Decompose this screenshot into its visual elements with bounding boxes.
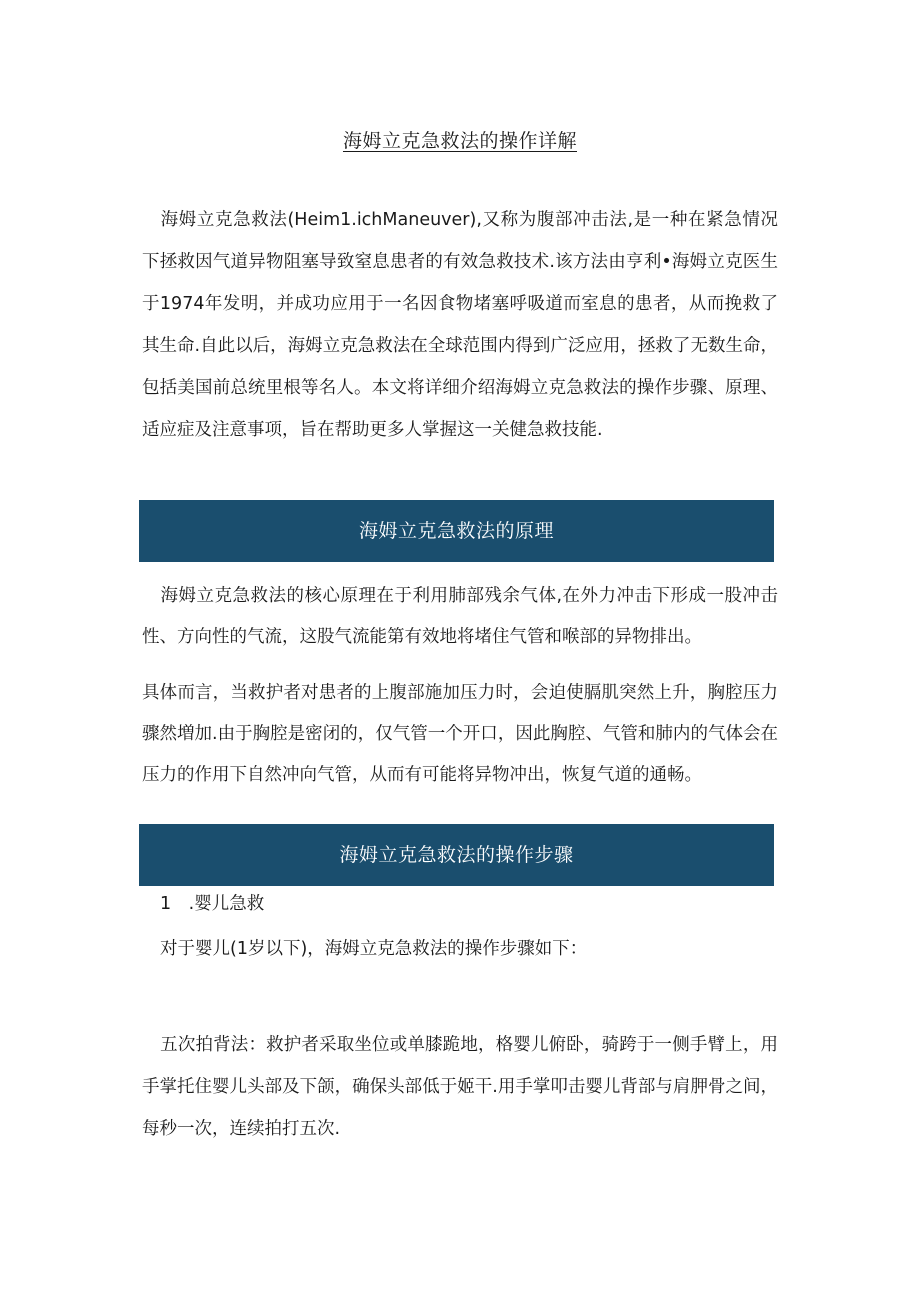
back-blows-paragraph	[142, 1024, 778, 1150]
intro-text: 海姆立克急救法(Heim1.ichManeuver),又称为腹部冲击法,是一种在紧急情况下拯救因气道异物阻塞导致窒息患者的有效急救技术.该方法由亨利•海姆立克医生于1974年发明，并成功应用于一名因食物堵塞呼吸道而室息的患者，从而挽救了其生命.自此以后，海姆立克急救法在全球范围内得到广泛应用，拯救了无数生命，包括美国前总统里根等名人。本文将详细介绍海姆立克急救法的操作步骤、原理、适应症及注意事项，旨在帮助更多人掌握这一关健急救技能.	[142, 210, 778, 440]
steps-item-label: 1 .婴儿急救	[160, 894, 265, 914]
principle-text-2: 具体而言，当救护者对患者的上腹部施加压力时，会迫使膈肌突然上升，胸腔压力骤然増加.由于胸腔是密闭的，仅气管一个开口，因此胸腔、气管和肺内的气体会在压力的作用下自然冲向气管，从而有可能将异物冲出，恢复气道的通畅。	[142, 683, 778, 785]
principle-text-1: 海姆立克急救法的核心原理在于利用肺部残余气体,在外力冲击下形成一股冲击性、方向性的气流，这股气流能第有效地将堵住气管和喉部的异物排出。	[142, 586, 778, 647]
principle-paragraph-2	[142, 673, 778, 796]
steps-item-infant	[142, 885, 778, 923]
back-blows-text: 五次拍背法：救护者采取坐位或单膝跪地，格婴儿俯卧，骑跨于一侧手臂上，用手掌托住婴儿头部及下颌，确保头部低于姬干.用手掌叩击婴儿背部与肩胛骨之间，每秒一次，连续拍打五次.	[142, 1035, 778, 1139]
infant-intro-text: 对于婴儿(1岁以下)，海姆立克急救法的操作步骤如下：	[160, 939, 588, 959]
document-title: 海姆立克急救法的操作详解	[342, 130, 577, 152]
principle-paragraph-1	[142, 576, 778, 658]
infant-intro-paragraph	[142, 930, 778, 968]
section-heading-steps: 海姆立克急救法的操作步骤	[139, 824, 774, 886]
intro-paragraph	[142, 199, 778, 451]
section-heading-principle: 海姆立克急救法的原理	[139, 500, 774, 562]
